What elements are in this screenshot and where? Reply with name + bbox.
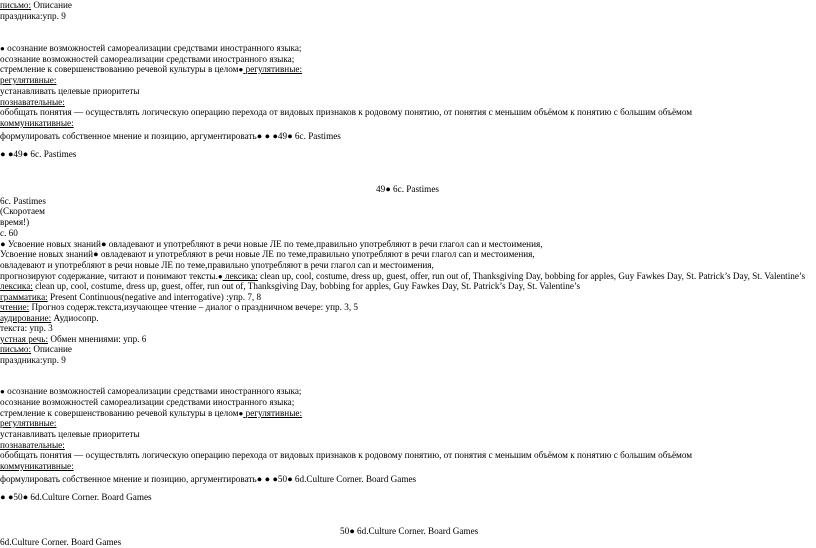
centered-heading-49: 49● 6с. Pastimes	[376, 184, 439, 194]
cognitive-label: познавательные:	[0, 440, 65, 450]
competency-line-1: ● осознание возможностей самореализации средствами иностранного языка;	[0, 386, 302, 396]
communicative-text: формулировать собственное мнение и позицию, аргументировать● ● ●50● 6d.Culture Corner. Board Games	[0, 474, 417, 484]
bullet-icon: ●	[0, 44, 5, 53]
competency-line-3: стремление к совершенствованию речевой культуры в целом● регулятивные:	[0, 408, 303, 418]
communicative-text: формулировать собственное мнение и позицию, аргументировать● ● ●49● 6с. Pastimes	[0, 131, 341, 141]
competency-line-1: ● осознание возможностей самореализации средствами иностранного языка;	[0, 43, 302, 53]
letter-label: письмо:	[0, 0, 32, 10]
regulative-label: регулятивные:	[0, 418, 57, 428]
letter-text: Описание	[31, 0, 73, 10]
competency-line-3: стремление к совершенствованию речевой культуры в целом● регулятивные:	[0, 64, 303, 74]
speaking-line: устная речь: Обмен мнениями: упр. 6	[0, 334, 147, 344]
section-marker-49: ● ●49● 6с. Pastimes	[0, 149, 77, 159]
bullet-icon: ●	[238, 65, 244, 74]
regulative-text: устанавливать целевые приоритеты	[0, 86, 140, 96]
competency-line-2: осознание возможностей самореализации средствами иностранного языка;	[0, 54, 295, 64]
regulative-label: регулятивные:	[0, 75, 57, 85]
learning-outcome-1: ● Усвоение новых знаний● овладевают и употребляют в речи новые ЛЕ по теме,правильно употребляют в речи глагол can и местоимения,	[0, 239, 543, 249]
cognitive-label: познавательные:	[0, 97, 65, 107]
reading-line: чтение: Прогноз содерж.текста,изучающее чтение – диалог о праздничном вечере: упр. 3, 5	[0, 302, 359, 312]
learning-outcome-3: овладевают и употребляют в речи новые ЛЕ по теме,правильно употребляют в речи глагол can и местоимения,	[0, 260, 434, 270]
cognitive-text: обобщать понятия — осуществлять логическую операцию перехода от видовых признаков к родовому понятию, от понятия с меньшим объёмом к понятию с большим объёмом	[0, 107, 693, 117]
lesson-subtitle-2: время!)	[0, 217, 30, 227]
grammar-line: грамматика: Present Continuous(negative and interrogative) :упр. 7, 8	[0, 292, 262, 302]
cognitive-text: обобщать понятия — осуществлять логическую операцию перехода от видовых признаков к родовому понятию, от понятия с меньшим объёмом к понятию с большим объёмом	[0, 450, 693, 460]
letter-line-top	[0, 0, 72, 11]
section-marker-50: ● ●50● 6d.Culture Corner. Board Games	[0, 492, 152, 502]
holiday-line: праздника:упр. 9	[0, 355, 66, 365]
bullet-icon: ●	[238, 409, 244, 418]
holiday-line-top: праздника:упр. 9	[0, 11, 66, 21]
learning-outcome-4: прогнозируют содержание, читают и понимают тексты.● лексика: clean up, cool, costume, dress up, guest, offer, run out of, Thanksgiving Day, bobbing for apples, Guy Fawkes Day, St. Patrick’s Day, St. Valentine’s	[0, 271, 806, 281]
lesson-title: 6с. Pastimes	[0, 196, 46, 206]
lesson-page: с. 60	[0, 228, 18, 238]
text-exercise-line: текста: упр. 3	[0, 323, 53, 333]
bullet-icon: ●	[0, 387, 5, 396]
next-lesson-title: 6d.Culture Corner. Board Games	[0, 537, 122, 547]
lesson-subtitle-1: (Скоротаем	[0, 206, 45, 216]
bullet-icon: ●	[217, 272, 223, 281]
letter-line: письмо: Описание	[0, 344, 73, 354]
vocabulary-line: лексика: clean up, cool, costume, dress up, guest, offer, run out of, Thanksgiving Day, bobbing for apples, Guy Fawkes Day, St. Patrick’s Day, St. Valentine’s	[0, 281, 581, 291]
regulative-text: устанавливать целевые приоритеты	[0, 429, 140, 439]
competency-line-2: осознание возможностей самореализации средствами иностранного языка;	[0, 397, 295, 407]
learning-outcome-2: Усвоение новых знаний● овладевают и употребляют в речи новые ЛЕ по теме,правильно употребляют в речи глагол can и местоимения,	[0, 249, 535, 259]
centered-heading-50: 50● 6d.Culture Corner. Board Games	[340, 526, 479, 536]
listening-line: аудирование: Аудиосопр.	[0, 313, 99, 323]
communicative-label: коммуникативные:	[0, 118, 74, 128]
communicative-label: коммуникативные:	[0, 461, 74, 471]
